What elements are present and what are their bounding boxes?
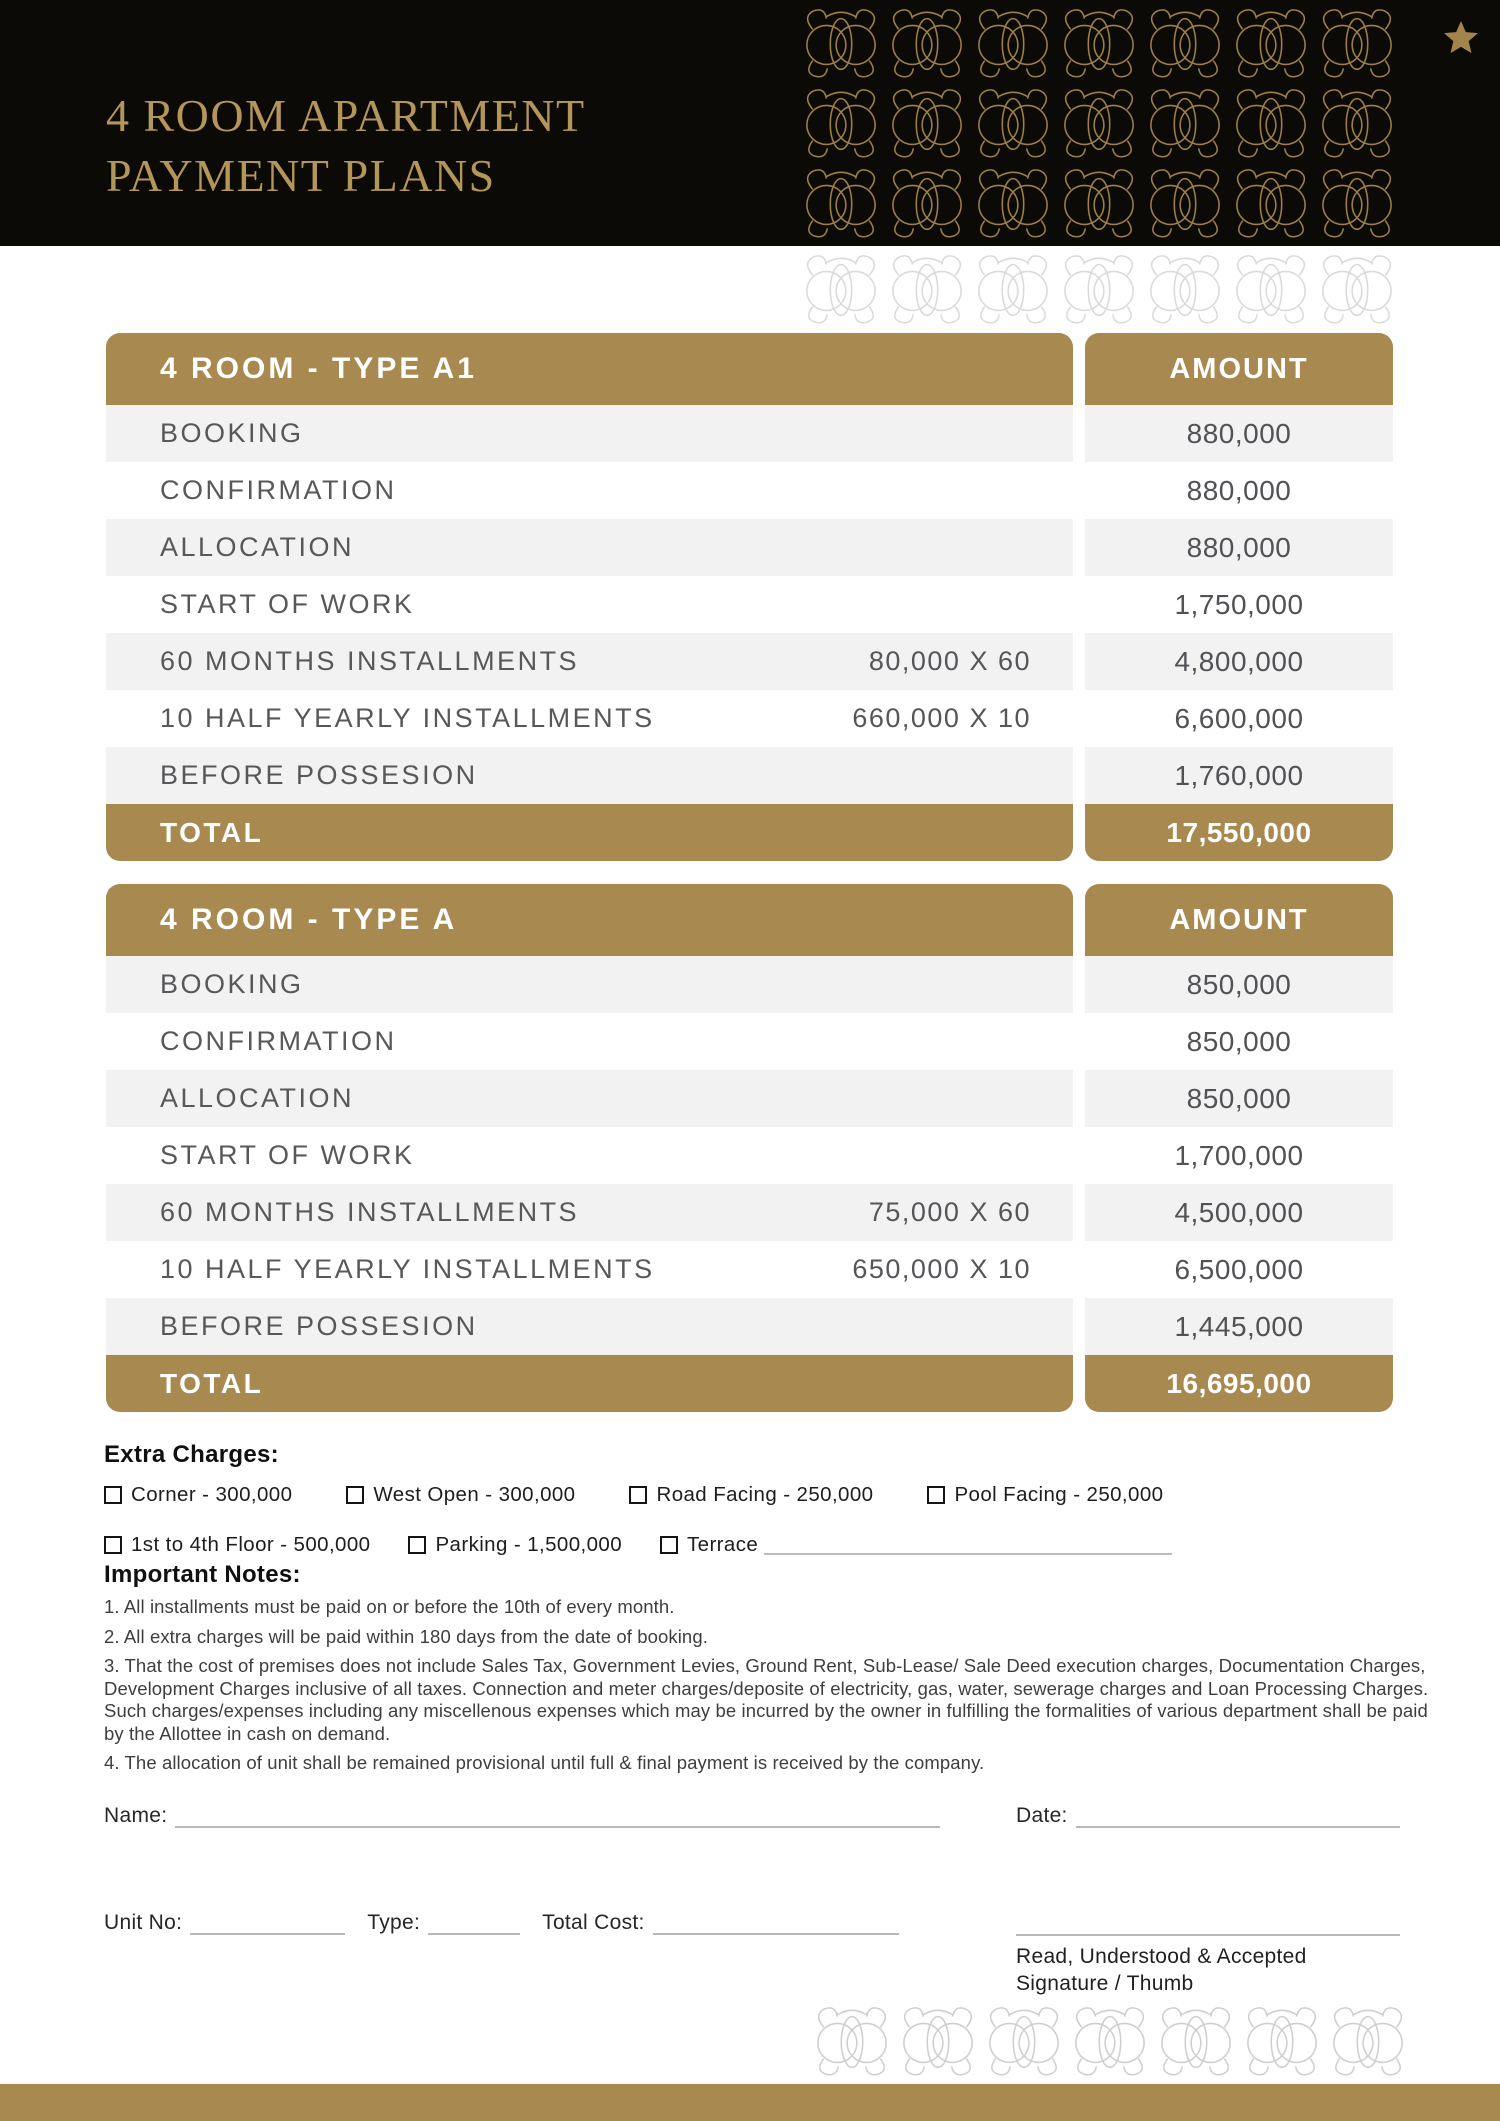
monogram-ornament-icon [1315, 4, 1399, 82]
note-item: 2. All extra charges will be paid within 180 days from the date of booking. [104, 1625, 708, 1647]
monogram-ornament-icon [1057, 84, 1141, 162]
table-row [106, 747, 1073, 804]
row-amount: 1,700,000 [1085, 1127, 1393, 1184]
page-title-line2: PAYMENT PLANS [106, 150, 496, 201]
monogram-ornament-icon [885, 84, 969, 162]
table-row [106, 462, 1073, 519]
table-row [106, 1241, 1073, 1298]
total-row-label: TOTAL [106, 1355, 1073, 1412]
table-row [106, 1070, 1073, 1127]
date-label: Date: [1016, 1804, 1068, 1827]
checkbox-parking[interactable] [408, 1536, 426, 1554]
note-item: 4. The allocation of unit shall be remained provisional until full & final payment is received by the company. [104, 1752, 985, 1773]
monogram-ornament-icon [799, 164, 883, 242]
table-main-block [106, 884, 1073, 1412]
row-label: 10 HALF YEARLY INSTALLMENTS [160, 703, 655, 733]
row-label: CONFIRMATION [160, 1026, 397, 1056]
checkbox-label-terrace: Terrace [687, 1533, 759, 1556]
monogram-ornament-icon [971, 84, 1055, 162]
unit-no-field-line[interactable] [190, 1909, 345, 1935]
row-detail: 75,000 X 60 [868, 1197, 1031, 1227]
footer-gold-bar [0, 2084, 1500, 2121]
monogram-ornament-icon [885, 250, 969, 328]
table-row [106, 405, 1073, 462]
notes-list [104, 1596, 1440, 1775]
monogram-ornament-icon [1315, 164, 1399, 242]
row-label: BOOKING [160, 418, 304, 448]
table-amount-block [1085, 884, 1393, 1412]
row-amount: 1,445,000 [1085, 1298, 1393, 1355]
row-detail: 650,000 X 10 [852, 1254, 1031, 1284]
checkbox-label-pool-facing: Pool Facing - 250,000 [954, 1483, 1164, 1506]
important-notes-heading: Important Notes: [104, 1561, 301, 1588]
checkbox-item-west-open [346, 1483, 575, 1507]
table-row [106, 519, 1073, 576]
checkbox-item-1st-to-4th-floor [104, 1533, 370, 1557]
amount-header: AMOUNT [1085, 333, 1393, 405]
table-row [106, 633, 1073, 690]
row-label: 10 HALF YEARLY INSTALLMENTS [160, 1254, 655, 1284]
table-row [106, 1184, 1073, 1241]
payment-tables [106, 333, 1393, 1435]
monogram-ornament-icon [1315, 250, 1399, 328]
row-label: BEFORE POSSESION [160, 1311, 478, 1341]
monogram-ornament-icon [1315, 84, 1399, 162]
terrace-field-line[interactable] [764, 1535, 1172, 1555]
checkbox-item-pool-facing [927, 1483, 1163, 1507]
extra-charges-row-2 [104, 1533, 1404, 1557]
star-icon [1441, 18, 1481, 58]
page-title [106, 86, 586, 206]
checkbox-label-1st-to-4th-floor: 1st to 4th Floor - 500,000 [131, 1533, 371, 1556]
amount-header: AMOUNT [1085, 884, 1393, 956]
date-field-line[interactable] [1076, 1802, 1400, 1828]
monogram-ornament-icon [1229, 84, 1313, 162]
total-cost-label: Total Cost: [542, 1911, 645, 1934]
ornament-pattern-header [799, 4, 1401, 244]
monogram-ornament-icon [1143, 84, 1227, 162]
table-row [106, 956, 1073, 1013]
checkbox-1st-to-4th-floor[interactable] [104, 1536, 122, 1554]
table-main-block [106, 333, 1073, 861]
checkbox-pool-facing[interactable] [927, 1486, 945, 1504]
monogram-ornament-icon [971, 250, 1055, 328]
monogram-ornament-icon [885, 164, 969, 242]
checkbox-label-west-open: West Open - 300,000 [373, 1483, 576, 1506]
checkbox-terrace[interactable] [660, 1536, 678, 1554]
total-row-amount: 16,695,000 [1085, 1355, 1393, 1412]
extra-charges-row-1 [104, 1483, 1404, 1507]
monogram-ornament-icon [1229, 4, 1313, 82]
row-label: START OF WORK [160, 589, 415, 619]
monogram-ornament-icon [799, 4, 883, 82]
row-amount: 6,500,000 [1085, 1241, 1393, 1298]
ornament-pattern-footer [810, 2002, 1412, 2082]
monogram-ornament-icon [982, 2002, 1066, 2080]
monogram-ornament-icon [1143, 250, 1227, 328]
row-amount: 850,000 [1085, 956, 1393, 1013]
name-label: Name: [104, 1804, 168, 1827]
name-row [104, 1802, 940, 1828]
checkbox-west-open[interactable] [346, 1486, 364, 1504]
row-amount: 880,000 [1085, 462, 1393, 519]
table-amount-block [1085, 333, 1393, 861]
payment-table-a1 [106, 333, 1393, 861]
table-row [106, 1127, 1073, 1184]
important-notes-section [104, 1561, 1440, 1775]
monogram-ornament-icon [1229, 250, 1313, 328]
checkbox-item-parking [408, 1533, 622, 1557]
monogram-ornament-icon [1229, 164, 1313, 242]
note-item: 1. All installments must be paid on or before the 10th of every month. [104, 1596, 675, 1617]
monogram-ornament-icon [1143, 164, 1227, 242]
type-field-line[interactable] [428, 1909, 520, 1935]
checkbox-item-corner [104, 1483, 292, 1507]
row-amount: 6,600,000 [1085, 690, 1393, 747]
row-label: START OF WORK [160, 1140, 415, 1170]
checkbox-corner[interactable] [104, 1486, 122, 1504]
row-label: 60 MONTHS INSTALLMENTS [160, 646, 580, 676]
monogram-ornament-icon [971, 4, 1055, 82]
table-row [106, 690, 1073, 747]
checkbox-label-road-facing: Road Facing - 250,000 [656, 1483, 874, 1506]
checkbox-label-parking: Parking - 1,500,000 [435, 1533, 622, 1556]
row-label: ALLOCATION [160, 1083, 355, 1113]
monogram-ornament-icon [896, 2002, 980, 2080]
signature-caption-line1: Read, Understood & Accepted [1016, 1945, 1307, 1968]
total-row-label: TOTAL [106, 804, 1073, 861]
row-label: 60 MONTHS INSTALLMENTS [160, 1197, 580, 1227]
monogram-ornament-icon [799, 84, 883, 162]
monogram-ornament-icon [1057, 4, 1141, 82]
checkbox-road-facing[interactable] [629, 1486, 647, 1504]
signature-line[interactable] [1016, 1934, 1400, 1936]
page-header [0, 0, 1500, 246]
row-amount: 880,000 [1085, 405, 1393, 462]
checkbox-item-road-facing [629, 1483, 873, 1507]
monogram-ornament-icon [1240, 2002, 1324, 2080]
row-detail: 80,000 X 60 [868, 646, 1031, 676]
row-amount: 880,000 [1085, 519, 1393, 576]
row-label: BOOKING [160, 969, 304, 999]
row-amount: 4,500,000 [1085, 1184, 1393, 1241]
ornament-pattern-subheader [799, 250, 1401, 330]
row-amount: 1,750,000 [1085, 576, 1393, 633]
date-row [1016, 1802, 1400, 1828]
signature-block [1016, 1934, 1400, 1997]
table-row [106, 1013, 1073, 1070]
name-field-line[interactable] [175, 1802, 940, 1828]
row-label: ALLOCATION [160, 532, 355, 562]
row-label: BEFORE POSSESION [160, 760, 478, 790]
unit-no-label: Unit No: [104, 1911, 183, 1934]
monogram-ornament-icon [1326, 2002, 1410, 2080]
page-title-line1: 4 ROOM APARTMENT [106, 90, 586, 141]
row-amount: 850,000 [1085, 1013, 1393, 1070]
table-row [106, 576, 1073, 633]
extra-charges-section [104, 1441, 1404, 1557]
payment-table-a [106, 884, 1393, 1412]
total-cost-field-line[interactable] [653, 1909, 899, 1935]
total-row-amount: 17,550,000 [1085, 804, 1393, 861]
monogram-ornament-icon [799, 250, 883, 328]
table-title: 4 ROOM - TYPE A [106, 884, 1073, 956]
table-row [106, 1298, 1073, 1355]
monogram-ornament-icon [1057, 250, 1141, 328]
unit-row [104, 1909, 964, 1935]
row-amount: 1,760,000 [1085, 747, 1393, 804]
row-label: CONFIRMATION [160, 475, 397, 505]
checkbox-item-terrace [660, 1533, 1172, 1557]
monogram-ornament-icon [1068, 2002, 1152, 2080]
note-item: 3. That the cost of premises does not include Sales Tax, Government Levies, Ground Rent, Sub-Lease/ Sale Deed execution charges, Documentation Charges, Development Charges inclusive of all taxes. Connection and meter charges/deposite of electricity, gas, water, sewerage charges and Loan Processing Charges. Such charges/expenses including any miscellenous expenses which may be incurred by the owner in fulfilling the formalities of various department shall be paid by the Allottee in cash on demand. [104, 1655, 1429, 1744]
monogram-ornament-icon [810, 2002, 894, 2080]
monogram-ornament-icon [971, 164, 1055, 242]
monogram-ornament-icon [885, 4, 969, 82]
extra-charges-heading: Extra Charges: [104, 1441, 279, 1468]
row-amount: 4,800,000 [1085, 633, 1393, 690]
monogram-ornament-icon [1057, 164, 1141, 242]
table-title: 4 ROOM - TYPE A1 [106, 333, 1073, 405]
signature-caption-line2: Signature / Thumb [1016, 1972, 1194, 1995]
monogram-ornament-icon [1154, 2002, 1238, 2080]
row-amount: 850,000 [1085, 1070, 1393, 1127]
monogram-ornament-icon [1143, 4, 1227, 82]
row-detail: 660,000 X 10 [852, 703, 1031, 733]
type-label: Type: [367, 1911, 421, 1934]
checkbox-label-corner: Corner - 300,000 [131, 1483, 293, 1506]
